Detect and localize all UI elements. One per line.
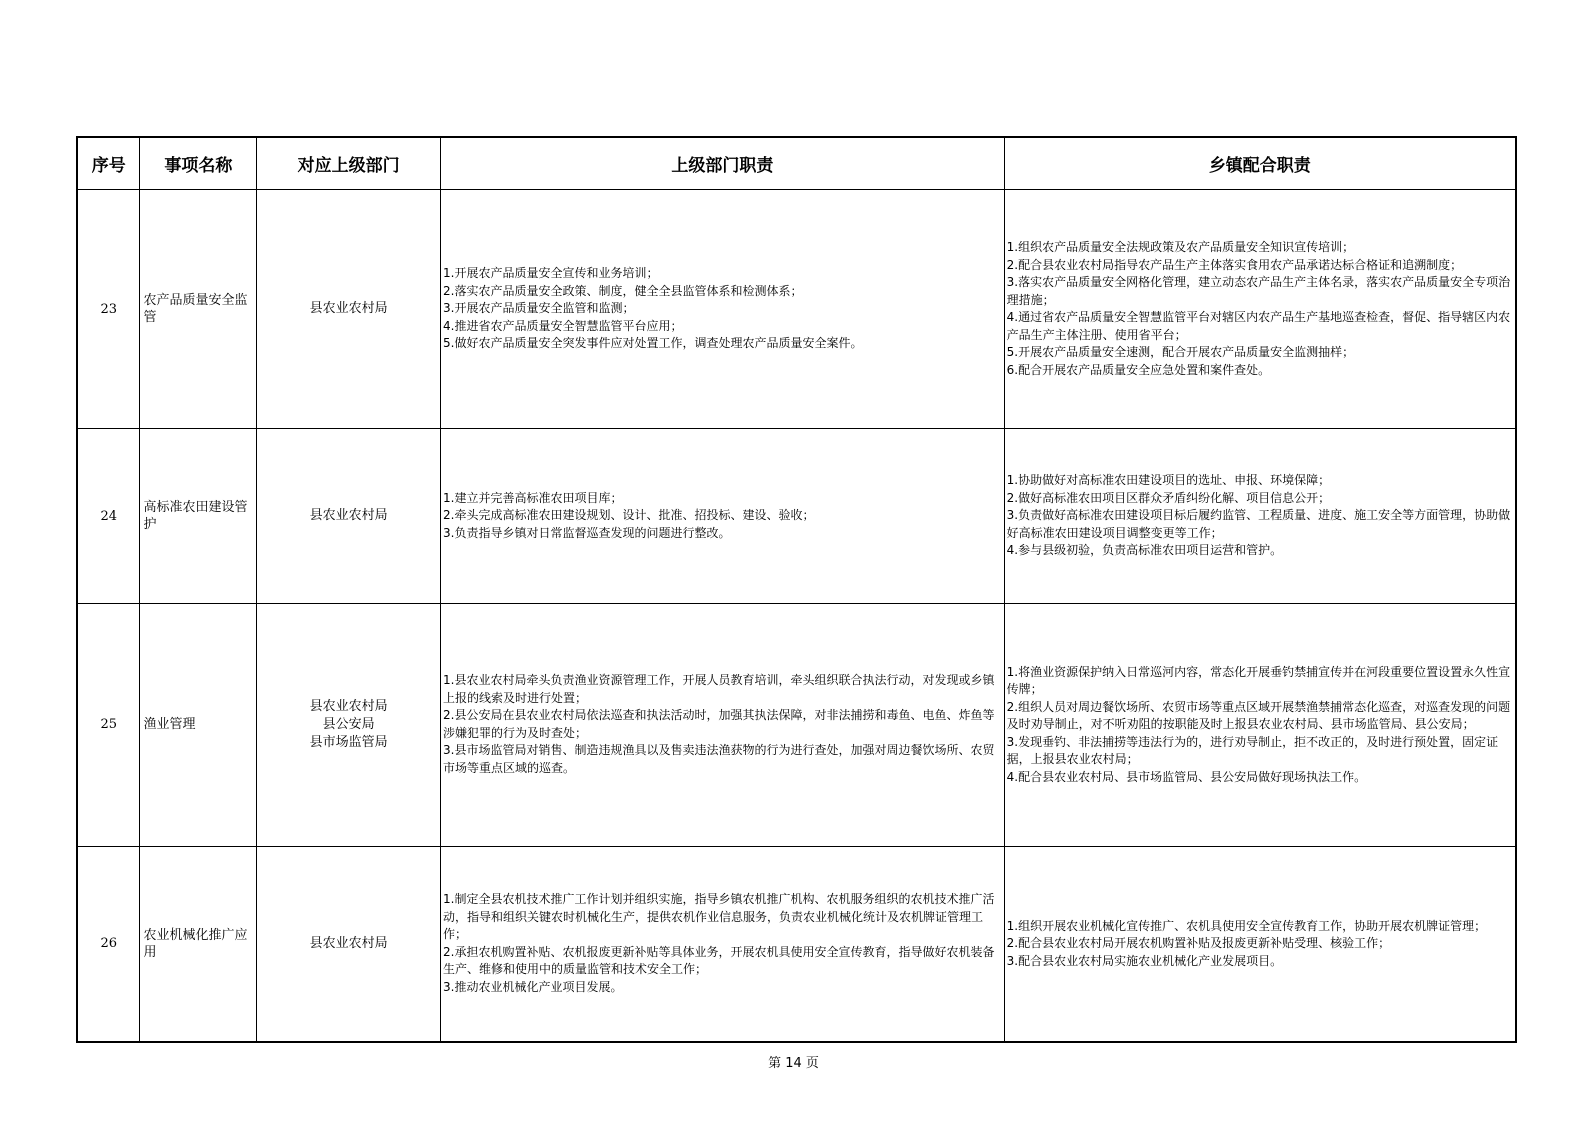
header-seq: 序号: [77, 137, 140, 190]
header-upper-duties: 上级部门职责: [441, 137, 1005, 190]
duty-item: 2.配合县农业农村局开展农机购置补贴及报废更新补贴受理、核验工作；: [1006, 936, 1391, 950]
duty-item: 1.协助做好对高标准农田建设项目的选址、申报、环境保障；: [1006, 473, 1331, 488]
duty-item: 3.发现垂钓、非法捕捞等违法行为的，进行劝导制止，拒不改正的，及时进行预处置，固定证据，上报县农业农村局；: [1006, 734, 1499, 767]
department-name: 县农业农村局: [309, 301, 388, 317]
duty-item: 4.参与县级初验，负责高标准农田项目运营和管护。: [1006, 543, 1283, 558]
duty-item: 1.县农业农村局牵头负责渔业资源管理工作，开展人员教育培训，牵头组织联合执法行动，对发现或乡镇上报的线索及时进行处置；: [443, 673, 995, 705]
department-name: 县农业农村局: [309, 935, 388, 951]
duty-item: 2.牵头完成高标准农田建设规划、设计、批准、招投标、建设、验收；: [443, 508, 815, 523]
responsibility-table: [76, 136, 1517, 1043]
duty-item: 5.做好农产品质量安全突发事件应对处置工作，调查处理农产品质量安全案件。: [443, 336, 863, 351]
row-department: [257, 429, 441, 604]
duty-item: 2.配合县农业农村局指导农产品生产主体落实食用农产品承诺达标合格证和追溯制度；: [1006, 257, 1463, 272]
duty-item: 1.组织农产品质量安全法规政策及农产品质量安全知识宣传培训；: [1006, 240, 1355, 255]
duty-item: 6.配合开展农产品质量安全应急处置和案件查处。: [1006, 362, 1271, 377]
row-town-duties: [1004, 429, 1516, 604]
duty-item: 3.负责指导乡镇对日常监督巡查发现的问题进行整改。: [443, 525, 731, 540]
duty-item: 4.通过省农产品质量安全智慧监管平台对辖区内农产品生产基地巡查检查，督促、指导辖区内农产品生产主体注册、使用省平台；: [1006, 310, 1511, 342]
row-upper-duties: [441, 429, 1005, 604]
duty-item: 4.配合县农业农村局、县市场监管局、县公安局做好现场执法工作。: [1006, 769, 1367, 784]
duty-item: 3.开展农产品质量安全监管和监测；: [443, 301, 635, 316]
duty-item: 3.推动农业机械化产业项目发展。: [443, 979, 623, 994]
table-row: [77, 604, 1516, 846]
row-department: [257, 190, 441, 429]
table-row: [77, 846, 1516, 1042]
duty-item: 3.落实农产品质量安全网格化管理，建立动态农产品生产主体名录，落实农产品质量安全专项治理措施；: [1006, 275, 1511, 307]
row-item-name: 高标准农田建设管护: [140, 429, 257, 604]
header-item-name: 事项名称: [140, 137, 257, 190]
row-item-name: 农业机械化推广应用: [140, 846, 257, 1042]
row-seq: 23: [77, 190, 140, 429]
duty-item: 2.组织人员对周边餐饮场所、农贸市场等重点区域开展禁渔禁捕常态化巡查，对巡查发现的问题及时劝导制止，对不听劝阻的按职能及时上报县农业农村局、县市场监管局、县公安局；: [1006, 699, 1511, 732]
row-upper-duties: [441, 846, 1005, 1042]
row-department: [257, 604, 441, 846]
table-header-row: [77, 137, 1516, 190]
row-upper-duties: [441, 604, 1005, 846]
duty-item: 3.县市场监管局对销售、制造违规渔具以及售卖违法渔获物的行为进行查处，加强对周边餐饮场所、农贸市场等重点区域的巡查。: [443, 743, 995, 775]
duty-item: 2.落实农产品质量安全政策、制度，健全全县监管体系和检测体系；: [443, 283, 803, 298]
duty-item: 5.开展农产品质量安全速测，配合开展农产品质量安全监测抽样；: [1006, 345, 1355, 360]
duty-item: 4.推进省农产品质量安全智慧监管平台应用；: [443, 318, 683, 333]
header-town-duties: 乡镇配合职责: [1004, 137, 1516, 190]
department-name: 县市场监管局: [309, 734, 388, 750]
duty-item: 1.将渔业资源保护纳入日常巡河内容，常态化开展垂钓禁捕宣传并在河段重要位置设置永久性宣传牌；: [1006, 664, 1511, 697]
duty-item: 2.做好高标准农田项目区群众矛盾纠纷化解、项目信息公开；: [1006, 490, 1331, 505]
duty-item: 3.配合县农业农村局实施农业机械化产业发展项目。: [1006, 953, 1283, 968]
row-item-name: 渔业管理: [140, 604, 257, 846]
table-row: [77, 190, 1516, 429]
table-row: [77, 429, 1516, 604]
row-seq: 24: [77, 429, 140, 604]
duty-item: 3.负责做好高标准农田建设项目标后履约监管、工程质量、进度、施工安全等方面管理，协助做好高标准农田建设项目调整变更等工作；: [1006, 508, 1511, 540]
department-name: 县农业农村局: [309, 508, 388, 524]
row-department: [257, 846, 441, 1042]
duty-item: 2.承担农机购置补贴、农机报废更新补贴等具体业务，开展农机具使用安全宣传教育，指导做好农机装备生产、维修和使用中的质量监管和技术安全工作；: [443, 944, 995, 977]
row-town-duties: [1004, 604, 1516, 846]
duty-item: 2.县公安局在县农业农村局依法巡查和执法活动时，加强其执法保障，对非法捕捞和毒鱼、电鱼、炸鱼等涉嫌犯罪的行为及时查处；: [443, 708, 995, 740]
department-name: 县农业农村局: [309, 698, 388, 714]
duty-item: 1.建立并完善高标准农田项目库；: [443, 490, 623, 505]
row-seq: 26: [77, 846, 140, 1042]
row-upper-duties: [441, 190, 1005, 429]
duty-item: 1.开展农产品质量安全宣传和业务培训；: [443, 266, 659, 281]
department-name: 县公安局: [322, 716, 375, 732]
row-town-duties: [1004, 190, 1516, 429]
row-seq: 25: [77, 604, 140, 846]
duty-item: 1.组织开展农业机械化宣传推广、农机具使用安全宣传教育工作，协助开展农机牌证管理；: [1006, 918, 1487, 933]
duty-item: 1.制定全县农机技术推广工作计划并组织实施，指导乡镇农机推广机构、农机服务组织的农机技术推广活动，指导和组织关键农时机械化生产，提供农机作业信息服务，负责农业机械化统计及农机牌证管理工作；: [443, 892, 995, 942]
row-town-duties: [1004, 846, 1516, 1042]
row-item-name: 农产品质量安全监管: [140, 190, 257, 429]
header-department: 对应上级部门: [257, 137, 441, 190]
page-number: 第 14 页: [768, 1056, 819, 1071]
